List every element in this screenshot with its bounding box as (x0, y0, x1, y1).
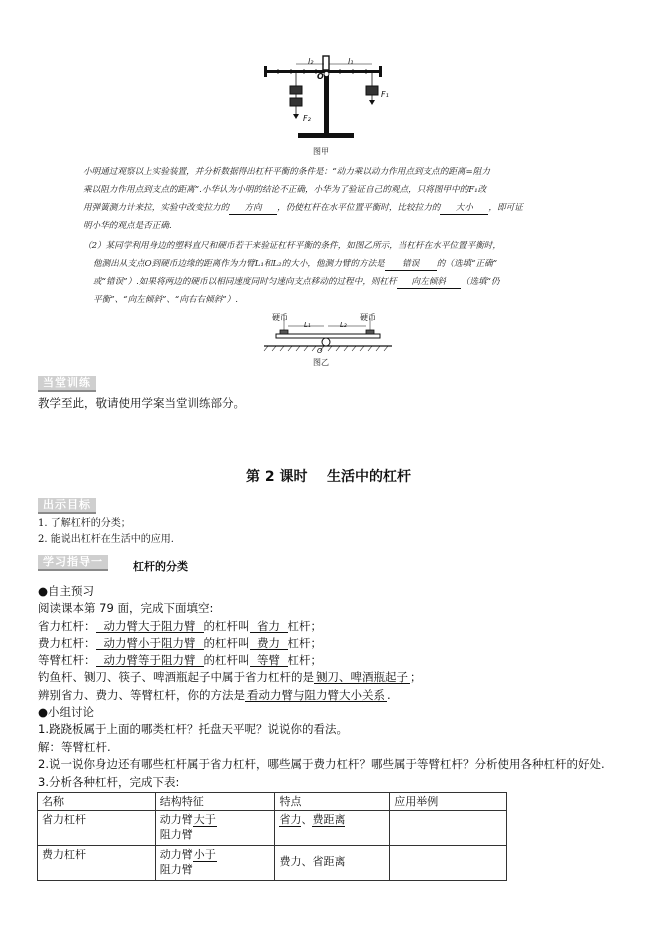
discussion-heading: ●小组讨论 (38, 705, 95, 719)
preview-row-end: 杠杆； (287, 619, 322, 633)
preview-row-mid: 的杠杆叫 (203, 619, 250, 633)
blank-magnitude: 大小 (440, 202, 488, 215)
table-cell-feature (275, 846, 390, 881)
goal-item-1: 1. 了解杠杆的分类； (38, 518, 131, 529)
table-header-example: 应用举例 (390, 793, 507, 811)
hand-para2-line3-b: （选填“仍 (460, 277, 500, 287)
figure-b-label-l1: L₁ (304, 321, 311, 329)
hand-para2-line3-a: 或“错误”）.如果将两边的硬币以相同速度同时匀速向支点移动的过程中，则杠杆 (93, 277, 397, 287)
preview-examples-answer: 铡刀、啤酒瓶起子 (316, 670, 408, 684)
structure-text: 动力臂 (159, 813, 193, 826)
preview-method-text: 辨别省力、费力、等臂杠杆，你的方法是 (38, 688, 245, 702)
feature-answer-b: 省距离 (312, 855, 346, 868)
structure-text: 动力臂 (159, 848, 193, 861)
table-cell-feature (275, 811, 390, 846)
figure-a-label-l1: l₁ (348, 57, 354, 66)
preview-examples-text: 钓鱼杆、铡刀、筷子、啤酒瓶起子中属于省力杠杆的是 (38, 670, 314, 684)
preview-row-answer-b: 省力 (250, 620, 288, 633)
preview-row-mid: 的杠杆叫 (203, 653, 250, 667)
figure-b-caption: 图乙 (313, 358, 329, 367)
table-cell-example (390, 846, 507, 881)
hand-para1-line2: 乘以阻力作用点到支点的距离”.小华认为小明的结论不正确，小华为了验证自己的观点，只将图甲中的F₁改 (83, 185, 487, 195)
guide-topic: 杠杆的分类 (133, 560, 188, 573)
preview-row-label: 省力杠杆： (38, 619, 96, 633)
preview-row-end: 杠杆； (287, 636, 322, 650)
preview-method-end: . (387, 688, 391, 702)
table-header-name: 名称 (38, 793, 156, 811)
hand-para1-line1: 小明通过观察以上实验装置，并分析数据得出杠杆平衡的条件是：“动力乘以动力作用点到支点的距离=阻力 (83, 167, 490, 177)
preview-row-lever-advantage (38, 619, 322, 633)
section-heading-goals: 出示目标 (38, 498, 96, 514)
preview-row-answer-a: 动力臂等于阻力臂 (96, 654, 204, 667)
lever-comparison-table (37, 792, 507, 881)
hand-para1-line3-a: 用弹簧测力计来拉，实验中改变拉力的 (83, 203, 230, 213)
table-row (38, 846, 507, 881)
preview-examples-end: ； (410, 670, 422, 684)
figure-b-label-coin-left: 硬币 (272, 313, 288, 322)
figure-a-lever-diagram (258, 52, 388, 144)
goal-item-2: 2. 能说出杠杆在生活中的应用. (38, 534, 174, 545)
preview-heading: ●自主预习 (38, 584, 95, 598)
figure-b-label-coin-right: 硬币 (360, 313, 376, 322)
figure-a-label-l2: l₂ (308, 57, 314, 66)
blank-method: 错误 (385, 258, 437, 271)
preview-row-label: 费力杠杆： (38, 636, 96, 650)
table-cell-structure (155, 811, 275, 846)
blank-tilt: 向左倾斜 (397, 276, 461, 289)
preview-row-label: 等臂杠杆： (38, 653, 96, 667)
preview-row-answer-b: 等臂 (250, 654, 288, 667)
preview-line-method (38, 688, 391, 702)
table-cell-name: 费力杠杆 (38, 846, 156, 881)
feature-sep: 、 (301, 855, 313, 868)
hand-para2-line2 (93, 256, 497, 273)
figure-a-label-o: O (317, 72, 324, 81)
feature-sep: 、 (301, 813, 313, 826)
hand-para1-line3-b: ，仍使杠杆在水平位置平衡时，比较拉力的 (277, 203, 441, 213)
figure-a-caption: 图甲 (313, 147, 329, 156)
hand-para1-line3 (83, 200, 523, 217)
hand-para1-line4: 明小华的观点是否正确. (83, 221, 172, 231)
hand-para1-line3-c: ，即可证 (488, 203, 523, 213)
section-heading-drill: 当堂训练 (38, 376, 96, 392)
hand-para2-line4: 平衡”、“向左倾斜”、“向右右倾斜”）. (93, 295, 239, 305)
table-header-structure: 结构特征 (155, 793, 275, 811)
hand-para2-line2-a: 他测出从支点O到硬币边缘的距离作为力臂L₁和L₂的大小，他测力臂的方法是 (93, 259, 385, 269)
discussion-q1: 1.跷跷板属于上面的哪类杠杆？托盘天平呢？说说你的看法。 (38, 722, 348, 736)
blank-direction: 方向 (229, 202, 277, 215)
preview-intro: 阅读课本第 79 面，完成下面填空: (38, 601, 214, 615)
discussion-a1: 解：等臂杠杆. (38, 740, 111, 754)
hand-para2-line1: （2）某同学利用身边的塑料直尺和硬币若干来验证杠杆平衡的条件，如图乙所示，当杠杆在水平位置平衡时， (83, 241, 501, 251)
structure-answer: 大于 (193, 813, 216, 826)
table-row (38, 811, 507, 846)
section-heading-guide: 学习指导一 (38, 555, 108, 571)
table-header-feature: 特点 (275, 793, 390, 811)
table-header-row (38, 793, 507, 811)
preview-row-answer-b: 费力 (250, 637, 288, 650)
preview-row-lever-disadvantage (38, 636, 322, 650)
table-cell-name: 省力杠杆 (38, 811, 156, 846)
preview-row-answer-a: 动力臂大于阻力臂 (96, 620, 204, 633)
drill-text: 教学至此，敬请使用学案当堂训练部分。 (38, 396, 245, 410)
figure-a-label-f2: F₂ (303, 114, 311, 123)
lesson-title: 第 2 课时 生活中的杠杆 (246, 469, 411, 485)
figure-a-label-f1: F₁ (381, 90, 389, 99)
preview-row-answer-a: 动力臂小于阻力臂 (96, 637, 204, 650)
preview-row-lever-equal (38, 653, 322, 667)
preview-method-answer: 看动力臂与阻力臂大小关系 (247, 688, 385, 702)
hand-para2-line2-b: 的（选填“正确” (436, 259, 498, 269)
preview-line-examples (38, 670, 422, 684)
discussion-q3: 3.分析各种杠杆，完成下表: (38, 775, 180, 789)
feature-answer-b: 费距离 (312, 813, 346, 826)
table-cell-example (390, 811, 507, 846)
hand-para2-line3 (93, 274, 500, 291)
discussion-q2: 2.说一说你身边还有哪些杠杆属于省力杠杆，哪些属于费力杠杆？哪些属于等臂杠杆？分析使用各种杠杆的好处. (38, 757, 605, 771)
structure-text-end: 阻力臂 (159, 863, 193, 876)
structure-text-end: 阻力臂 (159, 828, 193, 841)
structure-answer: 小于 (193, 848, 216, 861)
figure-b-label-l2: L₂ (340, 321, 347, 329)
table-cell-structure (155, 846, 275, 881)
feature-answer-a: 省力 (279, 813, 302, 826)
figure-b-label-o: O (317, 347, 323, 355)
preview-row-end: 杠杆； (287, 653, 322, 667)
feature-answer-a: 费力 (279, 855, 302, 868)
preview-row-mid: 的杠杆叫 (203, 636, 250, 650)
